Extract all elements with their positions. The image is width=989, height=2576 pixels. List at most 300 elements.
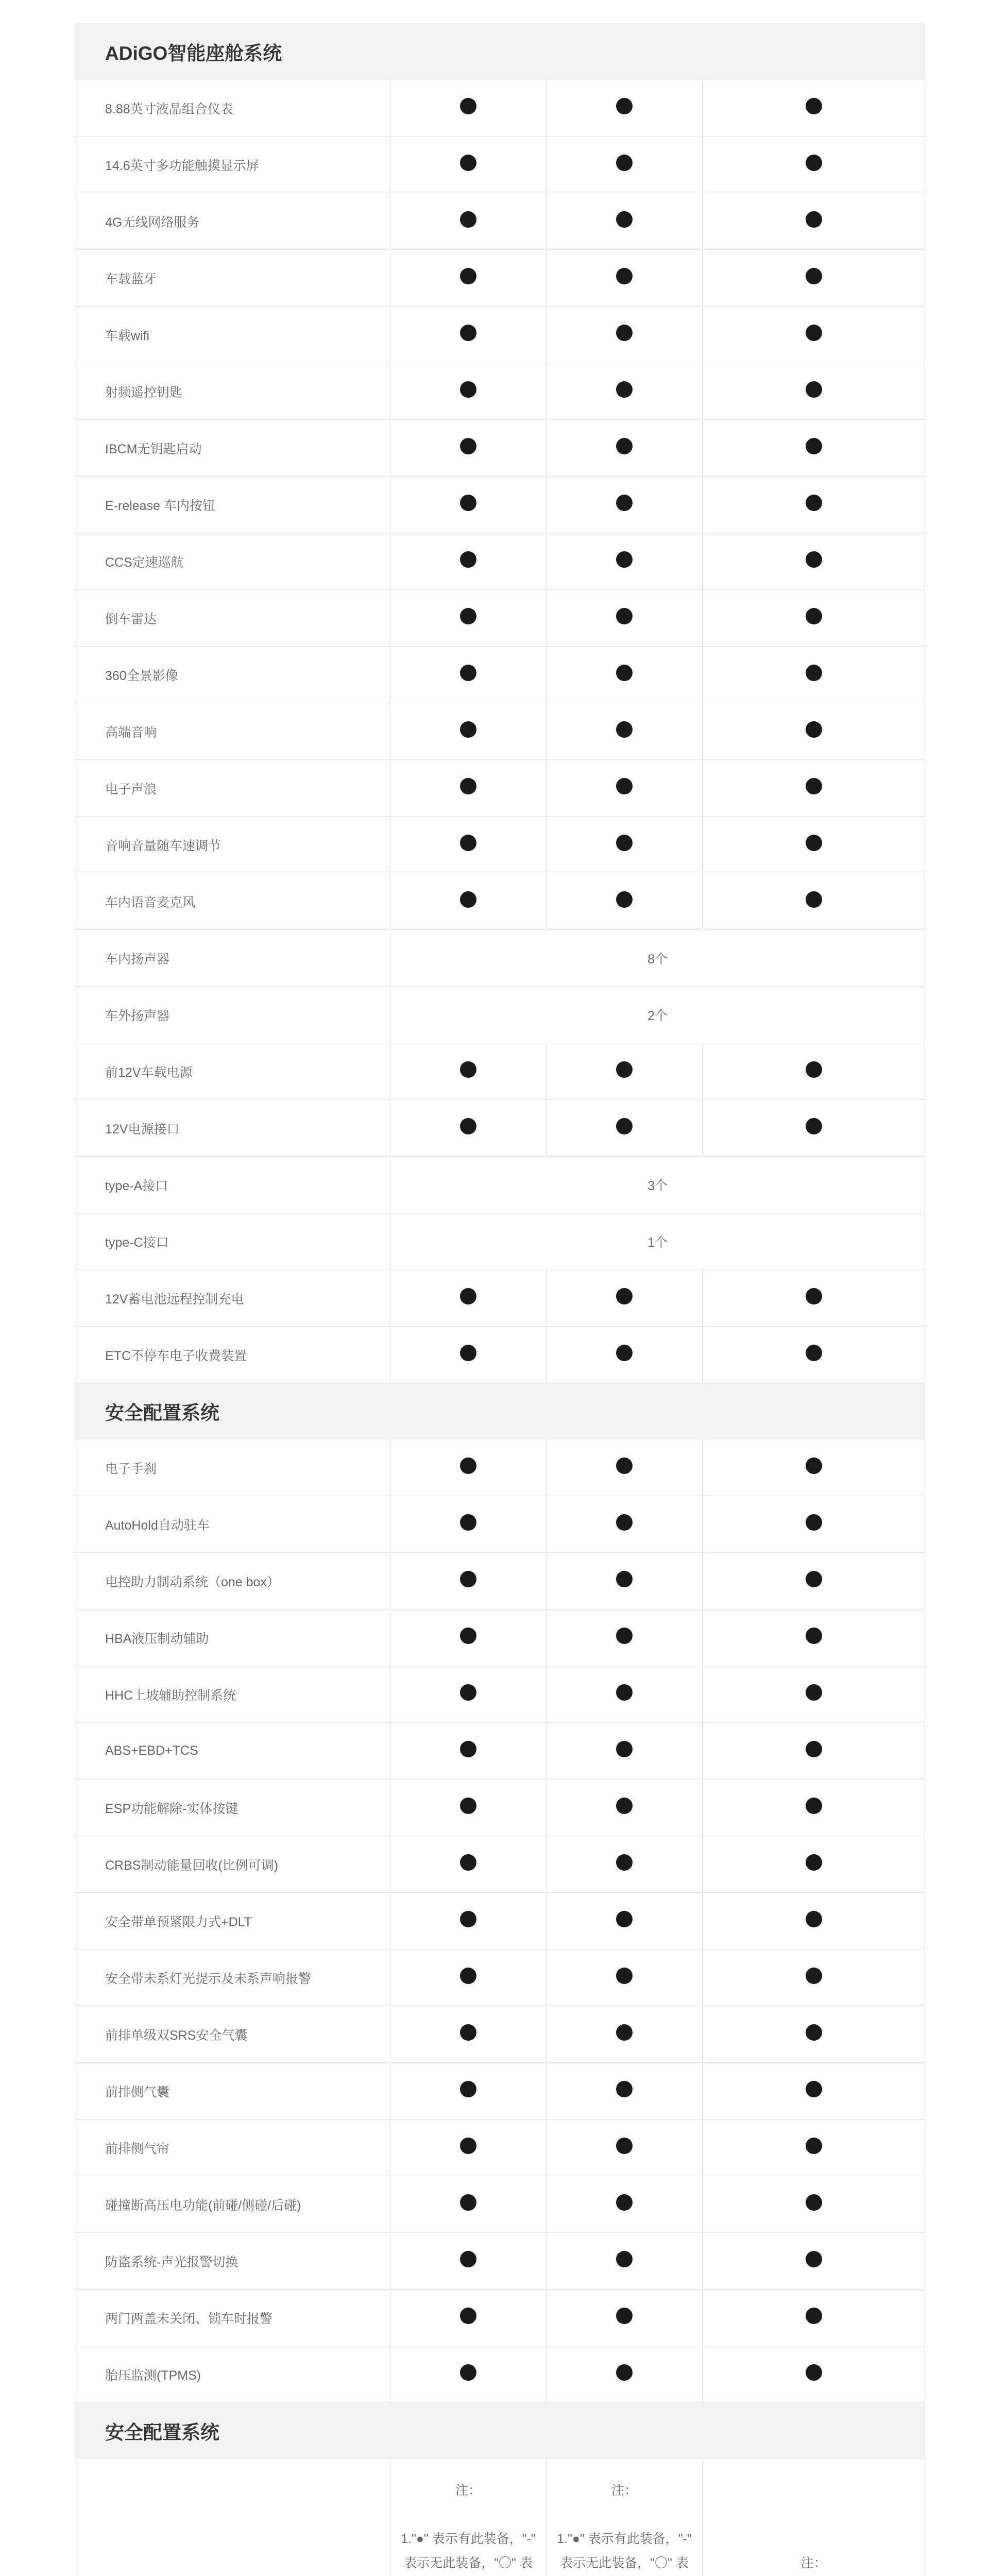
standard-dot-icon [460, 2364, 476, 2381]
feature-cell [390, 1950, 547, 2006]
table-row [75, 760, 925, 817]
feature-cell [390, 1553, 547, 1609]
standard-dot-icon [806, 1911, 822, 1927]
feature-label: 电控助力制动系统（one box） [75, 1553, 390, 1609]
feature-label: 车内扬声器 [75, 930, 390, 987]
table-row [75, 2290, 925, 2346]
standard-dot-icon [460, 1345, 476, 1361]
feature-cell [547, 703, 703, 760]
standard-dot-icon [616, 98, 633, 114]
feature-cell [390, 873, 547, 930]
feature-cell [547, 2006, 703, 2063]
feature-label: 两门两盖未关闭、锁车时报警 [75, 2290, 390, 2346]
feature-cell [547, 2233, 703, 2290]
feature-cell [390, 1836, 547, 1893]
feature-label: ETC不停车电子收费装置 [75, 1327, 390, 1383]
standard-dot-icon [616, 495, 633, 511]
feature-label: 前12V车载电源 [75, 1043, 390, 1100]
feature-cell [703, 2006, 925, 2063]
feature-label: 8.88英寸液晶组合仪表 [75, 80, 390, 137]
feature-cell [703, 363, 925, 420]
feature-label: 12V电源接口 [75, 1100, 390, 1157]
table-row [75, 2006, 925, 2063]
standard-dot-icon [806, 2081, 822, 2097]
standard-dot-icon [806, 1741, 822, 1757]
feature-label: AutoHold自动驻车 [75, 1496, 390, 1553]
feature-cell [547, 1270, 703, 1327]
standard-dot-icon [460, 1571, 476, 1587]
feature-label: E-release 车内按钮 [75, 477, 390, 533]
table-row [75, 2346, 925, 2403]
standard-dot-icon [616, 551, 633, 568]
feature-value: 3个 [390, 1157, 925, 1213]
table-row [75, 1213, 925, 1270]
note-paragraph: 1."●" 表示有此装备，"-" 表示无此装备，"〇" 表 [401, 2532, 536, 2570]
section-header [75, 2403, 925, 2459]
standard-dot-icon [806, 891, 822, 908]
feature-cell [390, 760, 547, 817]
feature-cell [703, 2176, 925, 2233]
table-row [75, 307, 925, 363]
table-row [75, 1270, 925, 1327]
standard-dot-icon [806, 268, 822, 284]
standard-dot-icon [616, 2194, 633, 2211]
table-row [75, 250, 925, 307]
feature-cell [390, 1043, 547, 1100]
standard-dot-icon [460, 1911, 476, 1927]
standard-dot-icon [460, 1968, 476, 1984]
feature-cell [390, 2346, 547, 2403]
standard-dot-icon [460, 1458, 476, 1474]
feature-cell [703, 533, 925, 590]
feature-cell [703, 1496, 925, 1553]
table-row [75, 1043, 925, 1100]
standard-dot-icon [460, 778, 476, 794]
standard-dot-icon [616, 2138, 633, 2154]
standard-dot-icon [806, 2194, 822, 2211]
feature-cell [547, 420, 703, 477]
standard-dot-icon [460, 1061, 476, 1078]
standard-dot-icon [460, 1118, 476, 1134]
table-row [75, 1327, 925, 1383]
feature-cell [390, 307, 547, 363]
standard-dot-icon [806, 1854, 822, 1871]
standard-dot-icon [806, 2138, 822, 2154]
standard-dot-icon [616, 2308, 633, 2324]
feature-cell [703, 1836, 925, 1893]
standard-dot-icon [806, 495, 822, 511]
feature-cell [547, 1100, 703, 1157]
feature-cell [390, 817, 547, 873]
standard-dot-icon [806, 1684, 822, 1701]
standard-dot-icon [806, 211, 822, 228]
table-row [75, 1666, 925, 1723]
standard-dot-icon [460, 1514, 476, 1531]
table-row [75, 1723, 925, 1780]
standard-dot-icon [616, 2364, 633, 2381]
feature-cell [547, 533, 703, 590]
feature-cell [703, 307, 925, 363]
table-row [75, 817, 925, 873]
feature-cell [390, 250, 547, 307]
feature-label: 音响音量随车速调节 [75, 817, 390, 873]
standard-dot-icon [616, 891, 633, 908]
table-row [75, 1893, 925, 1950]
feature-cell [390, 420, 547, 477]
feature-cell [703, 1723, 925, 1780]
feature-cell [703, 250, 925, 307]
feature-cell [390, 193, 547, 250]
feature-label: CCS定速巡航 [75, 533, 390, 590]
standard-dot-icon [460, 2308, 476, 2324]
standard-dot-icon [616, 1458, 633, 1474]
feature-cell [390, 363, 547, 420]
feature-cell [547, 647, 703, 703]
standard-dot-icon [460, 2194, 476, 2211]
standard-dot-icon [460, 268, 476, 284]
note-paragraph: 注： [800, 2556, 827, 2570]
standard-dot-icon [806, 835, 822, 851]
note-paragraph: 1."●" 表示有此装备，"-" 表示无此装备，"〇" 表 [557, 2532, 692, 2570]
feature-cell [547, 1439, 703, 1496]
feature-label: type-A接口 [75, 1157, 390, 1213]
standard-dot-icon [616, 778, 633, 794]
feature-label: 倒车雷达 [75, 590, 390, 647]
section-title: ADiGO智能座舱系统 [75, 24, 925, 80]
feature-cell [703, 1327, 925, 1383]
feature-label: CRBS制动能量回收(比例可调) [75, 1836, 390, 1893]
table-row [75, 2176, 925, 2233]
feature-cell [390, 1666, 547, 1723]
feature-cell [547, 137, 703, 193]
feature-cell [390, 1496, 547, 1553]
table-row [75, 1439, 925, 1496]
standard-dot-icon [460, 1798, 476, 1814]
feature-cell [547, 873, 703, 930]
note-paragraph: 注： [455, 2483, 481, 2498]
table-row [75, 987, 925, 1043]
feature-cell [703, 2233, 925, 2290]
standard-dot-icon [806, 325, 822, 341]
feature-label: 14.6英寸多功能触摸显示屏 [75, 137, 390, 193]
standard-dot-icon [460, 2138, 476, 2154]
standard-dot-icon [616, 211, 633, 228]
standard-dot-icon [460, 551, 476, 568]
note-paragraph: 注： [611, 2483, 637, 2498]
feature-cell [390, 80, 547, 137]
feature-cell [703, 873, 925, 930]
feature-cell [390, 2233, 547, 2290]
feature-cell [703, 703, 925, 760]
table-row [75, 1950, 925, 2006]
feature-cell [390, 533, 547, 590]
standard-dot-icon [616, 1798, 633, 1814]
feature-cell [547, 250, 703, 307]
table-row [75, 1836, 925, 1893]
feature-cell [390, 137, 547, 193]
feature-label: 电子声浪 [75, 760, 390, 817]
feature-cell [547, 80, 703, 137]
feature-label: 车内语音麦克风 [75, 873, 390, 930]
feature-label: 车外扬声器 [75, 987, 390, 1043]
table-row [75, 1100, 925, 1157]
standard-dot-icon [806, 2308, 822, 2324]
feature-cell [547, 193, 703, 250]
standard-dot-icon [806, 2364, 822, 2381]
standard-dot-icon [806, 1288, 822, 1304]
feature-cell [703, 2120, 925, 2176]
spec-table [75, 23, 925, 2576]
table-row [75, 647, 925, 703]
standard-dot-icon [806, 1118, 822, 1134]
feature-value: 8个 [390, 930, 925, 987]
standard-dot-icon [616, 1741, 633, 1757]
feature-label: 前排单级双SRS安全气囊 [75, 2006, 390, 2063]
table-row [75, 1780, 925, 1836]
standard-dot-icon [460, 2081, 476, 2097]
feature-label: HHC上坡辅助控制系统 [75, 1666, 390, 1723]
feature-label: 安全带未系灯光提示及未系声响报警 [75, 1950, 390, 2006]
standard-dot-icon [806, 721, 822, 738]
feature-cell [547, 1950, 703, 2006]
standard-dot-icon [806, 1345, 822, 1361]
table-row [75, 1553, 925, 1609]
feature-label: 防盗系统-声光报警切换 [75, 2233, 390, 2290]
feature-cell [547, 307, 703, 363]
standard-dot-icon [616, 155, 633, 171]
standard-dot-icon [616, 1911, 633, 1927]
standard-dot-icon [460, 835, 476, 851]
feature-cell [547, 1043, 703, 1100]
feature-cell [703, 2290, 925, 2346]
standard-dot-icon [616, 835, 633, 851]
feature-cell [547, 1496, 703, 1553]
table-row [75, 930, 925, 987]
feature-label: 电子手刹 [75, 1439, 390, 1496]
notes-row [75, 2459, 925, 2576]
feature-cell [703, 2346, 925, 2403]
feature-label: 前排侧气帘 [75, 2120, 390, 2176]
feature-cell [547, 590, 703, 647]
standard-dot-icon [806, 1571, 822, 1587]
table-row [75, 193, 925, 250]
standard-dot-icon [616, 2024, 633, 2041]
feature-cell [547, 1836, 703, 1893]
feature-cell [703, 590, 925, 647]
standard-dot-icon [806, 1628, 822, 1644]
feature-cell [547, 1553, 703, 1609]
feature-cell [390, 1609, 547, 1666]
feature-label: 碰撞断高压电功能(前碰/侧碰/后碰) [75, 2176, 390, 2233]
notes-cell [547, 2459, 703, 2576]
feature-cell [390, 1723, 547, 1780]
standard-dot-icon [460, 608, 476, 624]
table-row [75, 1609, 925, 1666]
feature-label: ABS+EBD+TCS [75, 1723, 390, 1780]
standard-dot-icon [460, 1741, 476, 1757]
feature-cell [703, 1439, 925, 1496]
feature-cell [703, 477, 925, 533]
feature-label: type-C接口 [75, 1213, 390, 1270]
feature-cell [390, 1780, 547, 1836]
feature-label: IBCM无钥匙启动 [75, 420, 390, 477]
feature-cell [547, 760, 703, 817]
feature-cell [547, 477, 703, 533]
feature-cell [547, 1609, 703, 1666]
standard-dot-icon [616, 268, 633, 284]
table-row [75, 477, 925, 533]
feature-cell [703, 1666, 925, 1723]
standard-dot-icon [616, 1968, 633, 1984]
feature-label: 车载蓝牙 [75, 250, 390, 307]
standard-dot-icon [460, 98, 476, 114]
feature-cell [703, 1043, 925, 1100]
standard-dot-icon [616, 1118, 633, 1134]
standard-dot-icon [616, 325, 633, 341]
standard-dot-icon [806, 438, 822, 454]
feature-label: 射频遥控钥匙 [75, 363, 390, 420]
feature-value: 1个 [390, 1213, 925, 1270]
feature-label: 高端音响 [75, 703, 390, 760]
standard-dot-icon [616, 1684, 633, 1701]
standard-dot-icon [460, 891, 476, 908]
feature-cell [390, 2006, 547, 2063]
standard-dot-icon [806, 1514, 822, 1531]
feature-cell [703, 760, 925, 817]
standard-dot-icon [806, 608, 822, 624]
standard-dot-icon [806, 1061, 822, 1078]
feature-cell [390, 2176, 547, 2233]
standard-dot-icon [460, 2024, 476, 2041]
feature-label: HBA液压制动辅助 [75, 1609, 390, 1666]
feature-label: 车载wifi [75, 307, 390, 363]
feature-cell [703, 1270, 925, 1327]
standard-dot-icon [806, 665, 822, 681]
feature-cell [703, 193, 925, 250]
standard-dot-icon [616, 2081, 633, 2097]
feature-cell [390, 2120, 547, 2176]
standard-dot-icon [806, 551, 822, 568]
standard-dot-icon [460, 381, 476, 398]
standard-dot-icon [616, 665, 633, 681]
feature-cell [703, 647, 925, 703]
feature-cell [390, 1893, 547, 1950]
feature-cell [547, 2290, 703, 2346]
standard-dot-icon [616, 381, 633, 398]
feature-cell [547, 363, 703, 420]
section-header [75, 24, 925, 80]
feature-cell [703, 817, 925, 873]
standard-dot-icon [460, 211, 476, 228]
standard-dot-icon [806, 98, 822, 114]
feature-label: 胎压监测(TPMS) [75, 2346, 390, 2403]
feature-label: 前排侧气囊 [75, 2063, 390, 2120]
table-row [75, 703, 925, 760]
table-row [75, 2233, 925, 2290]
standard-dot-icon [460, 1288, 476, 1304]
table-row [75, 1496, 925, 1553]
feature-value: 2个 [390, 987, 925, 1043]
standard-dot-icon [460, 1854, 476, 1871]
standard-dot-icon [460, 438, 476, 454]
feature-cell [390, 1327, 547, 1383]
feature-cell [703, 1609, 925, 1666]
feature-cell [547, 817, 703, 873]
table-row [75, 80, 925, 137]
feature-cell [390, 590, 547, 647]
standard-dot-icon [616, 1628, 633, 1644]
standard-dot-icon [460, 155, 476, 171]
feature-cell [703, 420, 925, 477]
feature-cell [547, 2120, 703, 2176]
feature-cell [547, 2063, 703, 2120]
standard-dot-icon [806, 2251, 822, 2267]
feature-label: ESP功能解除-实体按键 [75, 1780, 390, 1836]
notes-cell [703, 2459, 925, 2576]
standard-dot-icon [460, 1628, 476, 1644]
feature-label: 安全带单预紧限力式+DLT [75, 1893, 390, 1950]
section-title: 安全配置系统 [75, 1383, 925, 1439]
standard-dot-icon [460, 1684, 476, 1701]
feature-cell [703, 137, 925, 193]
feature-cell [390, 477, 547, 533]
feature-cell [390, 647, 547, 703]
feature-cell [390, 2063, 547, 2120]
standard-dot-icon [460, 665, 476, 681]
feature-label: 4G无线网络服务 [75, 193, 390, 250]
table-row [75, 2120, 925, 2176]
standard-dot-icon [616, 2251, 633, 2267]
feature-cell [390, 1100, 547, 1157]
standard-dot-icon [616, 608, 633, 624]
notes-cell [390, 2459, 547, 2576]
feature-cell [390, 1270, 547, 1327]
feature-cell [547, 2176, 703, 2233]
standard-dot-icon [806, 778, 822, 794]
feature-cell [390, 703, 547, 760]
standard-dot-icon [806, 381, 822, 398]
spec-table-container [75, 23, 925, 2576]
table-row [75, 590, 925, 647]
standard-dot-icon [460, 325, 476, 341]
section-title: 安全配置系统 [75, 2403, 925, 2459]
feature-cell [390, 1439, 547, 1496]
feature-cell [703, 2063, 925, 2120]
feature-label: 12V蓄电池远程控制充电 [75, 1270, 390, 1327]
table-row [75, 873, 925, 930]
table-row [75, 2063, 925, 2120]
standard-dot-icon [806, 1458, 822, 1474]
table-row [75, 137, 925, 193]
feature-cell [547, 1666, 703, 1723]
section-header [75, 1383, 925, 1439]
standard-dot-icon [616, 1514, 633, 1531]
feature-cell [390, 2290, 547, 2346]
standard-dot-icon [806, 1798, 822, 1814]
feature-cell [547, 1723, 703, 1780]
feature-cell [547, 1327, 703, 1383]
standard-dot-icon [616, 1345, 633, 1361]
feature-cell [703, 1780, 925, 1836]
standard-dot-icon [460, 721, 476, 738]
standard-dot-icon [460, 495, 476, 511]
table-row [75, 533, 925, 590]
standard-dot-icon [616, 1061, 633, 1078]
feature-cell [703, 1893, 925, 1950]
feature-cell [703, 1553, 925, 1609]
table-row [75, 420, 925, 477]
standard-dot-icon [616, 1571, 633, 1587]
